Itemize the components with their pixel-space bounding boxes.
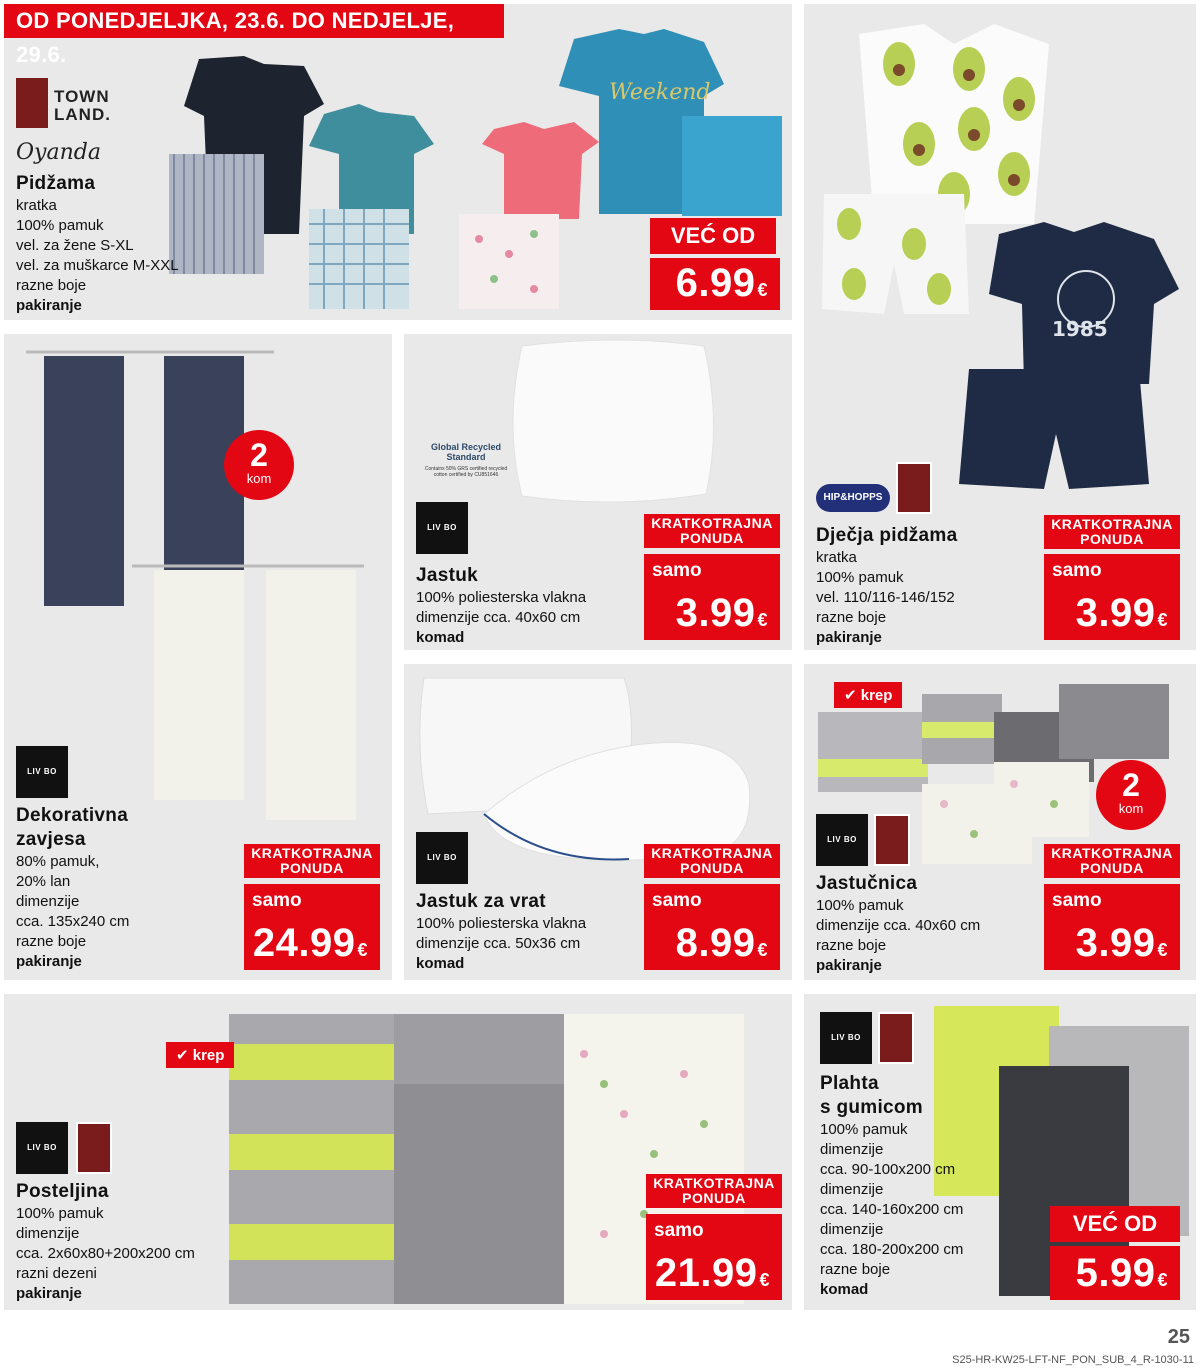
desc-line: dimenzije [820,1181,884,1198]
product-name: Jastuk [416,565,479,586]
desc-line: dimenzije cca. 50x36 cm [416,935,581,952]
desc-line: 100% pamuk [816,569,904,586]
oyanda-brand: Oyanda [16,140,101,165]
price: 3.99 € [1075,591,1168,635]
desc-line: razne boje [16,933,87,950]
livbo-logo: LIV BO [416,502,468,554]
desc-line: 100% poliesterska vlakna [416,915,587,932]
tile-djecja-pidzama[interactable] [804,4,1196,650]
price: 24.99 € [252,921,368,965]
desc-line: razni dezeni [16,1265,97,1282]
price-label: VEĆ OD [1050,1206,1180,1242]
tile-jastucnica[interactable] [804,664,1196,980]
quantity-badge: 2 kom [1096,760,1166,830]
livbo-logo: LIV BO [16,746,68,798]
townland-brand: TOWN LAND. [54,87,111,124]
plahta-details [820,1072,963,1300]
desc-line: dimenzije [820,1141,884,1158]
promo-label: KRATKOTRAJNA PONUDA [644,514,780,548]
jastuk-vrat-details [416,890,586,974]
unit-label: pakiranje [816,957,882,974]
promo-label: KRATKOTRAJNA PONUDA [1044,515,1180,549]
tile-plahta[interactable] [804,994,1196,1310]
tile-jastuk[interactable] [404,334,792,650]
posteljina-details [16,1180,195,1304]
quality-seal [76,1122,112,1174]
unit-label: komad [416,629,465,646]
tile-jastuk-za-vrat[interactable] [404,664,792,980]
desc-line: dimenzije [16,1225,80,1242]
desc-line: 20% lan [16,873,71,890]
product-name-line: s gumicom [820,1097,923,1118]
price: 6.99 € [675,261,768,305]
offer-dates-banner: OD PONEDJELJKA, 23.6. DO NEDJELJE, 29.6. [4,4,504,38]
promo-label: KRATKOTRAJNA PONUDA [644,844,780,878]
hiphopps-logo: HIP&HOPPS [816,484,890,512]
desc-line: vel. za žene S-XL [16,237,134,254]
tile-zavjesa[interactable] [4,334,392,980]
price-box [1044,554,1180,640]
desc-line: 80% pamuk, [16,853,100,870]
desc-line: dimenzije cca. 40x60 cm [816,917,981,934]
product-name: Dječja pidžama [816,525,958,546]
desc-line: razne boje [816,609,887,626]
product-name-line: zavjesa [16,829,86,850]
samo-label: samo [1052,890,1102,911]
promo-label: KRATKOTRAJNA PONUDA [1044,844,1180,878]
krep-badge: ✔ krep [166,1042,234,1068]
grs-title: Global Recycled Standard [430,442,502,462]
tile-posteljina[interactable] [4,994,792,1310]
desc-line: dimenzije [820,1221,884,1238]
krep-badge: ✔ krep [834,682,902,708]
price-box [1044,884,1180,970]
quality-seal [896,462,932,514]
desc-line: 100% poliesterska vlakna [416,589,587,606]
price: 8.99 € [675,921,768,965]
product-name: Pidžama [16,173,96,194]
desc-line: cca. 180-200x200 cm [820,1241,964,1258]
jastucnica-details [816,872,980,976]
desc-line: 100% pamuk [16,217,104,234]
zavjesa-details [16,804,129,972]
svg-text:Weekend: Weekend [609,80,711,105]
livbo-logo: LIV BO [416,832,468,884]
price-box [650,258,780,310]
price-box [244,884,380,970]
price-box [644,884,780,970]
livbo-logo: LIV BO [816,814,868,866]
desc-line: cca. 140-160x200 cm [820,1201,964,1218]
pidzama-details [16,172,179,316]
jastuk-details [416,564,586,648]
price: 5.99 € [1075,1251,1168,1295]
price: 3.99 € [1075,921,1168,965]
desc-line: kratka [16,197,57,214]
tshirt-print: 1985 [1052,317,1108,341]
product-name: Jastučnica [816,873,918,894]
price-box [644,554,780,640]
desc-line: dimenzije [16,893,80,910]
samo-label: samo [652,560,702,581]
page-number: 25 [1167,1326,1190,1348]
desc-line: 100% pamuk [816,897,904,914]
product-name: Jastuk za vrat [416,891,546,912]
livbo-logo: LIV BO [16,1122,68,1174]
quality-seal [874,814,910,866]
desc-line: 100% pamuk [16,1205,104,1222]
unit-label: pakiranje [16,953,82,970]
price: 21.99 € [654,1251,770,1295]
unit-label: pakiranje [16,1285,82,1302]
grs-text: Contains 50% GRS certified recycled cotton certified by CU851646 [424,466,508,478]
samo-label: samo [252,890,302,911]
quality-seal [878,1012,914,1064]
promo-label: KRATKOTRAJNA PONUDA [244,844,380,878]
djecja-details [816,524,957,648]
unit-label: komad [416,955,465,972]
desc-line: cca. 135x240 cm [16,913,130,930]
unit-label: komad [820,1281,869,1298]
desc-line: vel. za muškarce M-XXL [16,257,179,274]
product-name-line: Plahta [820,1073,879,1094]
footer-code: S25-HR-KW25-LFT-NF_PON_SUB_4_R-1030-11 [952,1354,1194,1366]
desc-line: dimenzije cca. 40x60 cm [416,609,581,626]
samo-label: samo [652,890,702,911]
grs-cert [418,442,514,478]
desc-line: cca. 90-100x200 cm [820,1161,956,1178]
livbo-logo: LIV BO [820,1012,872,1064]
townland-emblem [16,78,48,128]
samo-label: samo [1052,560,1102,581]
tile-pidzama[interactable] [4,4,792,320]
price-box [646,1214,782,1300]
unit-label: pakiranje [816,629,882,646]
desc-line: cca. 2x60x80+200x200 cm [16,1245,195,1262]
desc-line: vel. 110/116-146/152 [816,589,955,606]
desc-line: razne boje [16,277,87,294]
quantity-badge: 2 kom [224,430,294,500]
promo-label: KRATKOTRAJNA PONUDA [646,1174,782,1208]
price-box [1050,1246,1180,1300]
price-label: VEĆ OD [650,218,776,254]
price: 3.99 € [675,591,768,635]
desc-line: razne boje [816,937,887,954]
desc-line: kratka [816,549,857,566]
desc-line: razne boje [820,1261,891,1278]
unit-label: pakiranje [16,297,82,314]
desc-line: 100% pamuk [820,1121,908,1138]
product-name: Posteljina [16,1181,109,1202]
samo-label: samo [654,1220,704,1241]
product-name-line: Dekorativna [16,805,129,826]
